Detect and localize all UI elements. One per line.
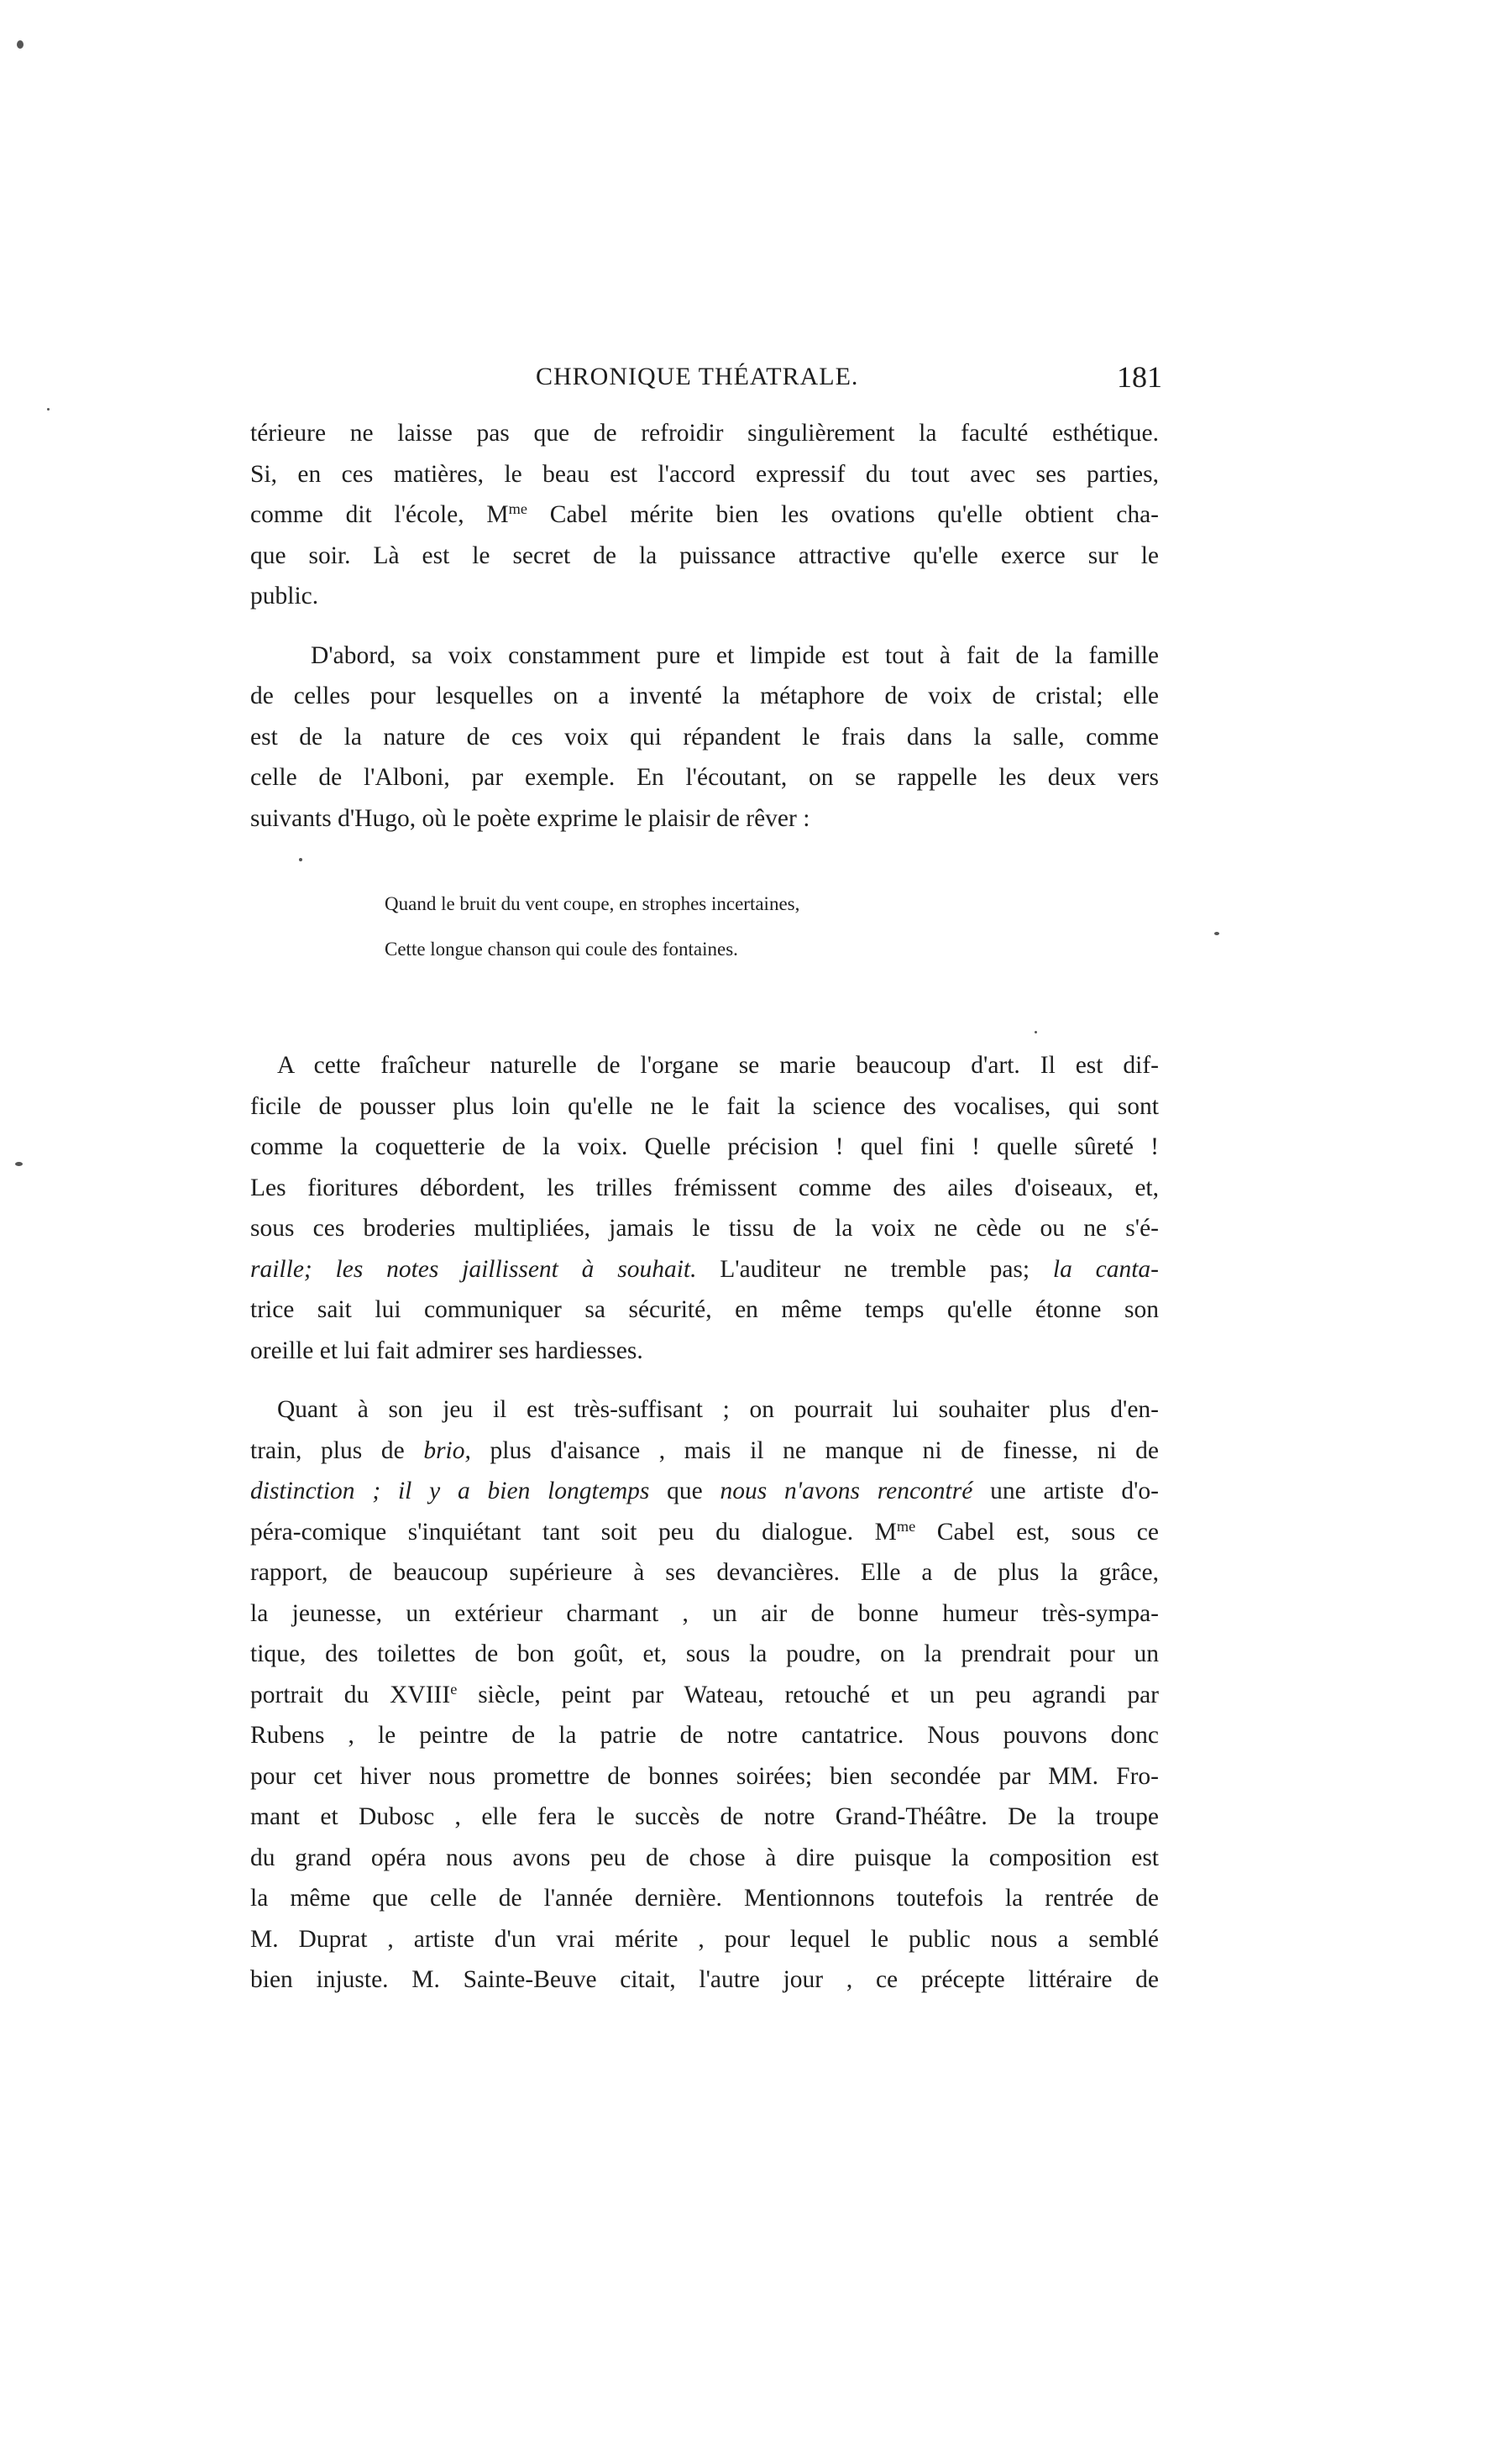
text-line: du grand opéra nous avons peu de chose à dire puisque la composition est bbox=[250, 1844, 1159, 1871]
text-run: Cabel mérite bien les ovations qu'elle obtient cha- bbox=[527, 501, 1159, 528]
superscript: e bbox=[450, 1680, 458, 1698]
scan-speck bbox=[15, 1162, 23, 1166]
text-line: la même que celle de l'année dernière. Mentionnons toutefois la rentrée de bbox=[250, 1885, 1159, 1912]
text-line: tique, des toilettes de bon goût, et, sous la poudre, on la prendrait pour un bbox=[250, 1640, 1159, 1667]
italic-run: raille; les notes jaillissent à souhait. bbox=[250, 1255, 697, 1283]
page-header bbox=[250, 360, 1162, 413]
verse-quotation bbox=[385, 891, 1159, 963]
text-line: celle de l'Alboni, par exemple. En l'écoutant, on se rappelle les deux vers bbox=[250, 764, 1159, 791]
paragraph-gap bbox=[250, 617, 1159, 636]
text-run: portrait du XVIII bbox=[250, 1681, 451, 1708]
text-run: siècle, peint par Wateau, retouché et un peu agrandi par bbox=[457, 1681, 1159, 1708]
text-line: mant et Dubosc , elle fera le succès de notre Grand-Théâtre. De la troupe bbox=[250, 1803, 1159, 1830]
text-line: Si, en ces matières, le beau est l'accord expressif du tout avec ses parties, bbox=[250, 460, 1159, 488]
page-number: 181 bbox=[1117, 360, 1162, 394]
text-line: Les fioritures débordent, les trilles frémissent comme des ailes d'oiseaux, et, bbox=[250, 1174, 1159, 1201]
text-line bbox=[250, 1471, 1159, 1512]
text-run: plus d'aisance , mais il ne manque ni de finesse, ni de bbox=[470, 1436, 1159, 1464]
text-line: comme la coquetterie de la voix. Quelle précision ! quel fini ! quelle sûreté ! bbox=[250, 1133, 1159, 1160]
scan-speck bbox=[1214, 932, 1219, 935]
text-line: sous ces broderies multipliées, jamais le tissu de la voix ne cède ou ne s'é- bbox=[250, 1215, 1159, 1242]
text-line: Rubens , le peintre de la patrie de notre cantatrice. Nous pouvons donc bbox=[250, 1722, 1159, 1749]
text-run: une artiste d'o- bbox=[972, 1478, 1159, 1504]
text-run: Cabel est, sous ce bbox=[915, 1518, 1159, 1546]
italic-run: brio, bbox=[423, 1436, 471, 1464]
book-page bbox=[250, 360, 1162, 2001]
italic-run: la canta- bbox=[1030, 1255, 1159, 1283]
verse-gap-top bbox=[250, 839, 1159, 891]
scan-speck bbox=[47, 408, 50, 411]
text-line bbox=[250, 494, 1159, 536]
paragraph-3 bbox=[250, 1045, 1159, 1371]
text-run: comme dit l'école, M bbox=[250, 501, 509, 528]
text-line: la jeunesse, un extérieur charmant , un air de bonne humeur très-sympa- bbox=[250, 1599, 1159, 1627]
text-line: Quant à son jeu il est très-suffisant ; on pourrait lui souhaiter plus d'en- bbox=[277, 1396, 1159, 1423]
text-line: bien injuste. M. Sainte-Beuve citait, l'autre jour , ce précepte littéraire de bbox=[250, 1966, 1159, 1993]
text-run: L'auditeur ne tremble pas; bbox=[696, 1255, 1030, 1283]
text-line bbox=[250, 1249, 1159, 1290]
scan-speck bbox=[17, 40, 24, 49]
paragraph-4 bbox=[250, 1389, 1159, 2001]
text-line: oreille et lui fait admirer ses hardiesses. bbox=[250, 1337, 643, 1364]
text-line bbox=[250, 1512, 1159, 1553]
italic-run: nous n'avons rencontré bbox=[720, 1478, 973, 1504]
text-line: trice sait lui communiquer sa sécurité, en même temps qu'elle étonne son bbox=[250, 1296, 1159, 1323]
text-line: suivants d'Hugo, où le poète exprime le plaisir de rêver : bbox=[250, 804, 810, 832]
text-line: que soir. Là est le secret de la puissance attractive qu'elle exerce sur le bbox=[250, 541, 1159, 569]
verse-gap-bottom bbox=[250, 963, 1159, 1045]
text-line: rapport, de beaucoup supérieure à ses devancières. Elle a de plus la grâce, bbox=[250, 1559, 1159, 1586]
text-line bbox=[250, 1431, 1159, 1472]
text-line: public. bbox=[250, 583, 319, 609]
text-line: A cette fraîcheur naturelle de l'organe se marie beaucoup d'art. Il est dif- bbox=[277, 1052, 1159, 1079]
scan-speck bbox=[299, 858, 302, 861]
text-line: pour cet hiver nous promettre de bonnes soirées; bien secondée par MM. Fro- bbox=[250, 1762, 1159, 1790]
scan-speck bbox=[1035, 1031, 1037, 1033]
superscript: me bbox=[896, 1517, 916, 1535]
running-title: CHRONIQUE THÉATRALE. bbox=[536, 363, 859, 390]
text-line bbox=[250, 1675, 1159, 1716]
text-line: est de la nature de ces voix qui répandent le frais dans la salle, comme bbox=[250, 723, 1159, 751]
text-run: que bbox=[649, 1478, 720, 1504]
paragraph-2 bbox=[250, 636, 1159, 840]
text-line: ficile de pousser plus loin qu'elle ne le fait la science des vocalises, qui sont bbox=[250, 1092, 1159, 1120]
text-line: M. Duprat , artiste d'un vrai mérite , pour lequel le public nous a semblé bbox=[250, 1925, 1159, 1953]
verse-line: Quand le bruit du vent coupe, en strophes incertaines, bbox=[385, 893, 800, 914]
paragraph-1 bbox=[250, 413, 1159, 617]
verse-line: Cette longue chanson qui coule des fontaines. bbox=[385, 939, 738, 960]
text-run: train, plus de bbox=[250, 1436, 424, 1464]
text-line: de celles pour lesquelles on a inventé la métaphore de voix de cristal; elle bbox=[250, 683, 1159, 709]
text-line: D'abord, sa voix constamment pure et limpide est tout à fait de la famille bbox=[311, 641, 1159, 669]
text-line: térieure ne laisse pas que de refroidir singulièrement la faculté esthétique. bbox=[250, 420, 1159, 447]
text-run: péra-comique s'inquiétant tant soit peu du dialogue. M bbox=[250, 1518, 897, 1546]
italic-run: distinction ; il y a bien longtemps bbox=[250, 1478, 650, 1504]
superscript: me bbox=[508, 500, 527, 517]
paragraph-gap bbox=[250, 1371, 1159, 1389]
